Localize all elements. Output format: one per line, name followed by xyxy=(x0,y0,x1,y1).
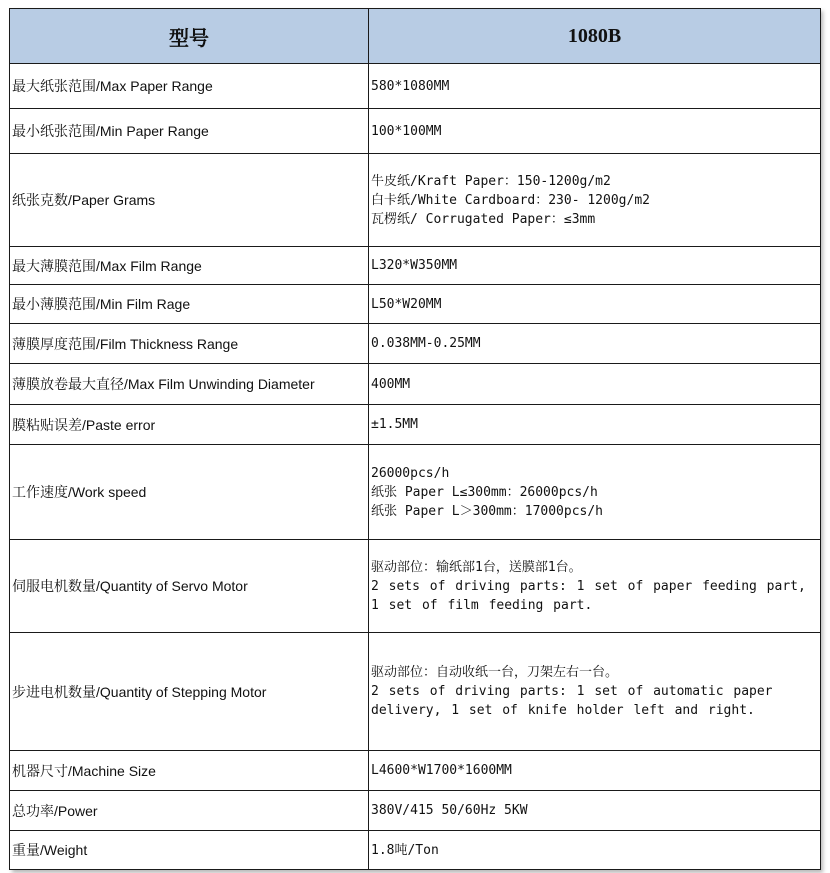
spec-label: 薄膜放卷最大直径/Max Film Unwinding Diameter xyxy=(10,364,369,405)
spec-value-line: 驱动部位：自动收纸一台，刀架左右一台。 xyxy=(371,665,619,680)
table-row xyxy=(10,364,821,405)
spec-value-line: 白卡纸/White Cardboard：230- 1200g/m2 xyxy=(371,192,650,208)
table-row xyxy=(10,751,821,791)
spec-value-line: 1.8吨/Ton xyxy=(371,842,439,858)
spec-value-line: 驱动部位：输纸部1台，送膜部1台。 xyxy=(371,559,582,575)
table-row xyxy=(10,324,821,364)
spec-label: 机器尺寸/Machine Size xyxy=(10,751,369,791)
table-row xyxy=(10,791,821,831)
model-value-cell: 1080B xyxy=(369,9,821,64)
spec-value xyxy=(369,633,821,751)
spec-value xyxy=(369,285,821,324)
spec-value-line: 400MM xyxy=(371,376,411,392)
model-label-cell: 型号 xyxy=(10,9,369,64)
table-row xyxy=(10,445,821,540)
table-row xyxy=(10,109,821,154)
spec-sheet xyxy=(9,8,820,870)
spec-label: 最大纸张范围/Max Paper Range xyxy=(10,64,369,109)
spec-value-line: 26000pcs/h xyxy=(371,465,450,481)
header-row xyxy=(10,9,821,64)
spec-label: 总功率/Power xyxy=(10,791,369,831)
spec-label: 纸张克数/Paper Grams xyxy=(10,154,369,247)
spec-label: 最小纸张范围/Min Paper Range xyxy=(10,109,369,154)
spec-value-line: 380V/415 50/60Hz 5KW xyxy=(371,803,528,818)
table-row xyxy=(10,154,821,247)
spec-value xyxy=(369,109,821,154)
spec-value-line: 100*100MM xyxy=(371,123,442,139)
spec-value xyxy=(369,154,821,247)
spec-value-line: 纸张 Paper L≤300mm：26000pcs/h xyxy=(371,484,598,500)
spec-value xyxy=(369,405,821,445)
spec-value xyxy=(369,751,821,791)
table-row xyxy=(10,405,821,445)
spec-value-line: L4600*W1700*1600MM xyxy=(371,763,512,778)
spec-value-line: 2 sets of driving parts: 1 set of paper feeding part, 1 set of film feeding part. xyxy=(371,578,806,613)
spec-label: 薄膜厚度范围/Film Thickness Range xyxy=(10,324,369,364)
table-row xyxy=(10,831,821,870)
spec-value-line: 2 sets of driving parts: 1 set of automatic paper delivery, 1 set of knife holder left and right. xyxy=(371,684,773,718)
table-row xyxy=(10,247,821,285)
spec-label: 最大薄膜范围/Max Film Range xyxy=(10,247,369,285)
spec-value-line: 0.038MM-0.25MM xyxy=(371,336,481,351)
spec-label: 最小薄膜范围/Min Film Rage xyxy=(10,285,369,324)
spec-value xyxy=(369,64,821,109)
spec-value xyxy=(369,324,821,364)
spec-value-line: L320*W350MM xyxy=(371,258,458,273)
spec-label: 伺服电机数量/Quantity of Servo Motor xyxy=(10,540,369,633)
spec-value-line: L50*W20MM xyxy=(371,296,442,312)
spec-value xyxy=(369,364,821,405)
spec-value-line: 纸张 Paper L＞300mm：17000pcs/h xyxy=(371,503,604,519)
spec-value-line: 580*1080MM xyxy=(371,78,450,94)
spec-value xyxy=(369,540,821,633)
spec-label: 膜粘贴误差/Paste error xyxy=(10,405,369,445)
spec-value xyxy=(369,247,821,285)
spec-label: 工作速度/Work speed xyxy=(10,445,369,540)
spec-value xyxy=(369,445,821,540)
spec-value xyxy=(369,831,821,870)
table-row xyxy=(10,285,821,324)
spec-value xyxy=(369,791,821,831)
spec-value-line: ±1.5MM xyxy=(371,417,418,432)
spec-label: 重量/Weight xyxy=(10,831,369,870)
spec-table xyxy=(9,8,821,870)
spec-label: 步进电机数量/Quantity of Stepping Motor xyxy=(10,633,369,751)
table-row xyxy=(10,633,821,751)
spec-value-line: 牛皮纸/Kraft Paper：150-1200g/m2 xyxy=(371,173,611,189)
table-row xyxy=(10,64,821,109)
table-row xyxy=(10,540,821,633)
spec-value-line: 瓦楞纸/ Corrugated Paper：≤3mm xyxy=(371,211,596,227)
